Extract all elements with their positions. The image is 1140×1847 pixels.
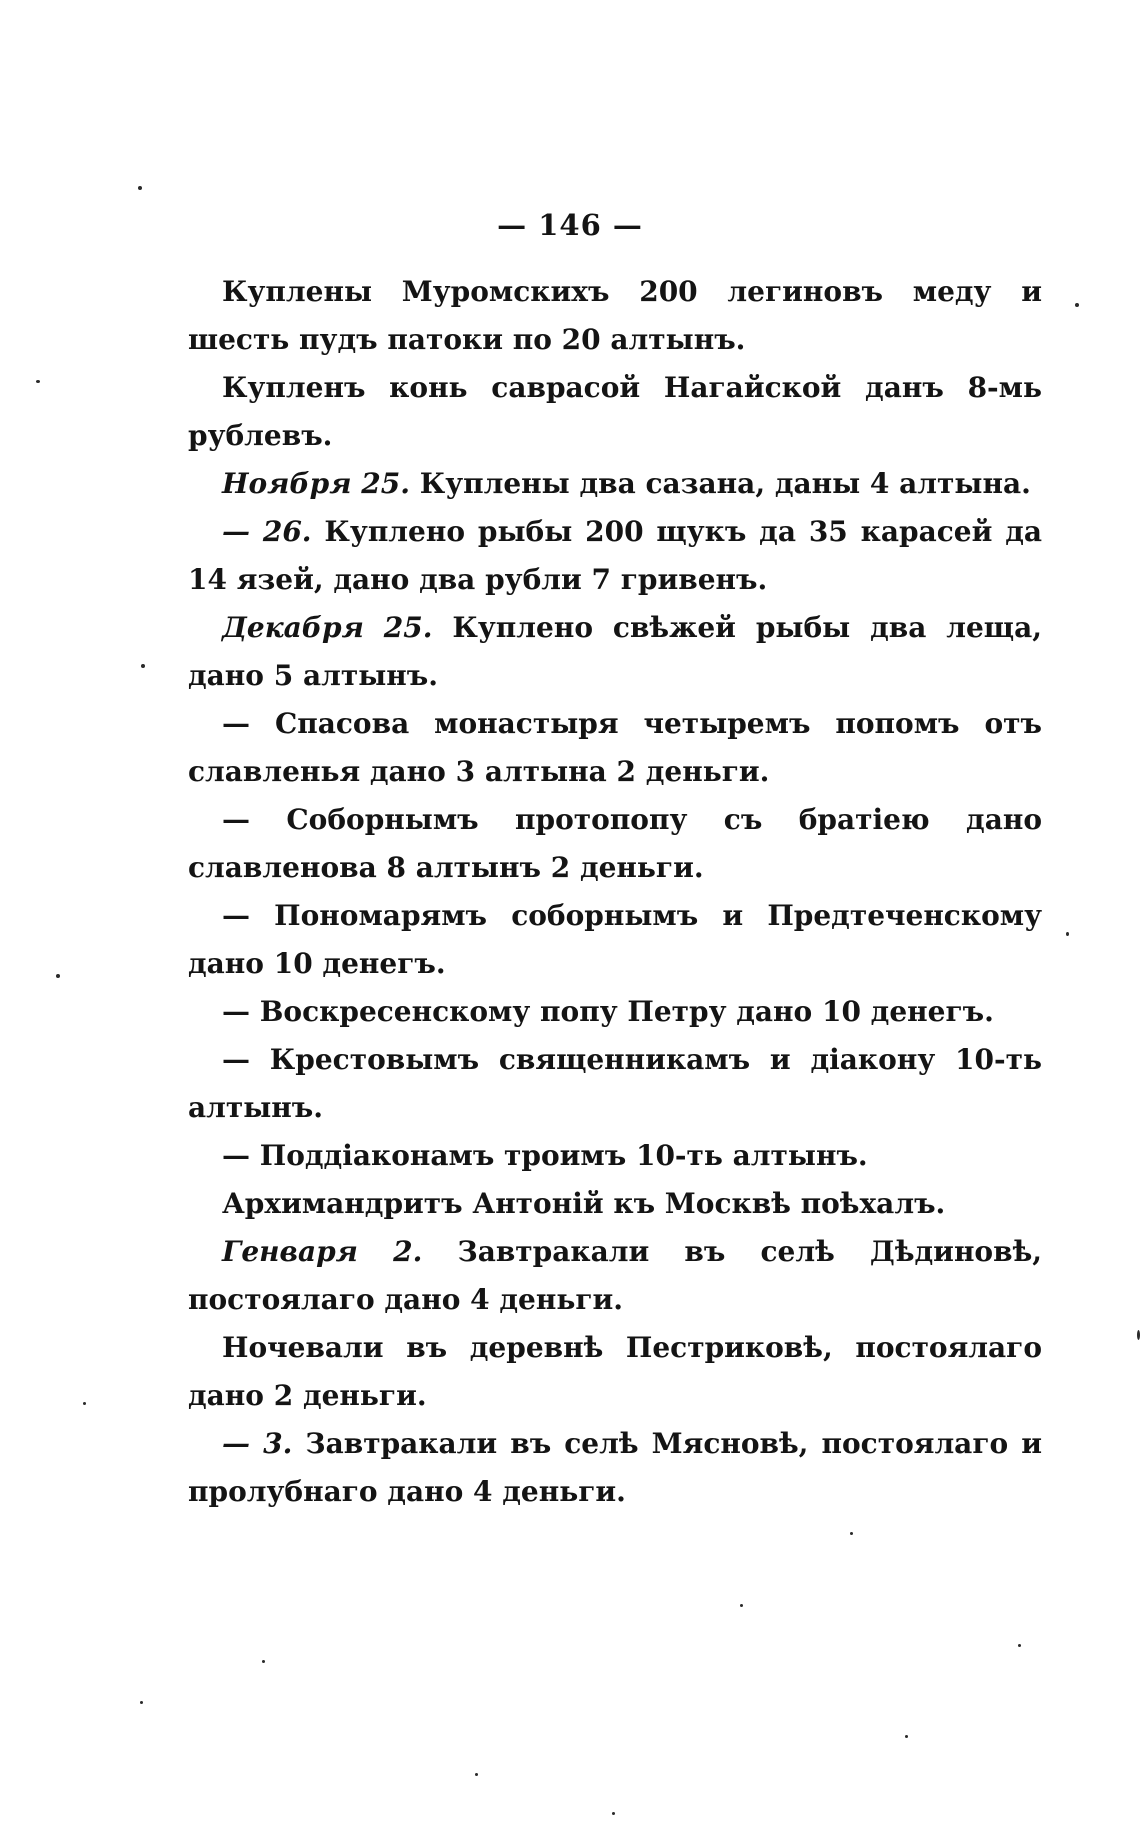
paragraph — [188, 700, 1042, 796]
scan-speck — [1075, 303, 1079, 307]
page-number: — 146 — — [497, 208, 643, 242]
paragraph — [188, 460, 1042, 508]
entry-date: Ноября 25. — [222, 467, 410, 500]
entry-text: — Пономарямъ соборнымъ и Предтеченскому дано 10 денегъ. — [188, 899, 1042, 980]
paragraph — [188, 1180, 1042, 1228]
page-text — [188, 268, 1042, 1516]
entry-text: — Крестовымъ священникамъ и дiакону 10-ть алтынъ. — [188, 1043, 1042, 1124]
scan-speck — [262, 1660, 265, 1663]
paragraph — [188, 268, 1042, 364]
paragraph — [188, 1036, 1042, 1132]
scan-speck — [83, 1402, 86, 1405]
paragraph — [188, 604, 1042, 700]
scan-speck — [141, 664, 145, 668]
paragraph — [188, 1324, 1042, 1420]
scan-speck — [56, 974, 60, 978]
entry-text: — Поддiаконамъ троимъ 10-ть алтынъ. — [222, 1139, 868, 1172]
scan-speck — [850, 1532, 853, 1535]
entry-text: — Воскресенскому попу Петру дано 10 денегъ. — [222, 995, 994, 1028]
entry-text: — Спасова монастыря четыремъ попомъ отъ славленья дано 3 алтына 2 деньги. — [188, 707, 1042, 788]
scan-speck — [138, 186, 142, 190]
entry-text: Куплены Муромскихъ 200 легиновъ меду и шесть пудъ патоки по 20 алтынъ. — [188, 275, 1042, 356]
scan-speck — [1066, 932, 1069, 936]
paragraph — [188, 1420, 1042, 1516]
scan-speck — [475, 1773, 478, 1776]
entry-text: Куплено рыбы 200 щукъ да 35 карасей да 14 язей, дано два рубли 7 гривенъ. — [188, 515, 1043, 596]
entry-text: Архимандритъ Антонiй къ Москвѣ поѣхалъ. — [222, 1187, 946, 1220]
paragraph — [188, 1228, 1042, 1324]
entry-text: Куплены два сазана, даны 4 алтына. — [419, 467, 1031, 500]
scan-speck — [740, 1604, 743, 1607]
paragraph — [188, 796, 1042, 892]
entry-date: Декабря 25. — [222, 611, 433, 644]
scan-speck — [1018, 1644, 1021, 1647]
entry-text: Завтракали въ селѣ Дѣдиновѣ, постоялаго дано 4 деньги. — [188, 1235, 1042, 1316]
paragraph — [188, 364, 1042, 460]
scan-speck — [140, 1701, 143, 1704]
entry-date: Генваря 2. — [222, 1235, 423, 1268]
paragraph — [188, 892, 1042, 988]
entry-date: — 3. — [222, 1427, 293, 1460]
scan-speck — [36, 380, 40, 383]
scan-speck — [905, 1735, 908, 1738]
scan-speck — [612, 1812, 615, 1815]
paragraph — [188, 508, 1042, 604]
entry-text: Ночевали въ деревнѣ Пестриковѣ, постоялаго дано 2 деньги. — [188, 1331, 1042, 1412]
paragraph — [188, 1132, 1042, 1180]
entry-text: — Соборнымъ протопопу съ братiею дано славленова 8 алтынъ 2 деньги. — [188, 803, 1042, 884]
entry-text: Купленъ конь саврасой Нагайской данъ 8-мь рублевъ. — [188, 371, 1042, 452]
entry-text: Куплено свѣжей рыбы два леща, дано 5 алтынъ. — [188, 611, 1042, 692]
entry-text: Завтракали въ селѣ Мясновѣ, постоялаго и пролубнаго дано 4 деньги. — [188, 1427, 1043, 1508]
paragraph — [188, 988, 1042, 1036]
entry-date: — 26. — [222, 515, 312, 548]
